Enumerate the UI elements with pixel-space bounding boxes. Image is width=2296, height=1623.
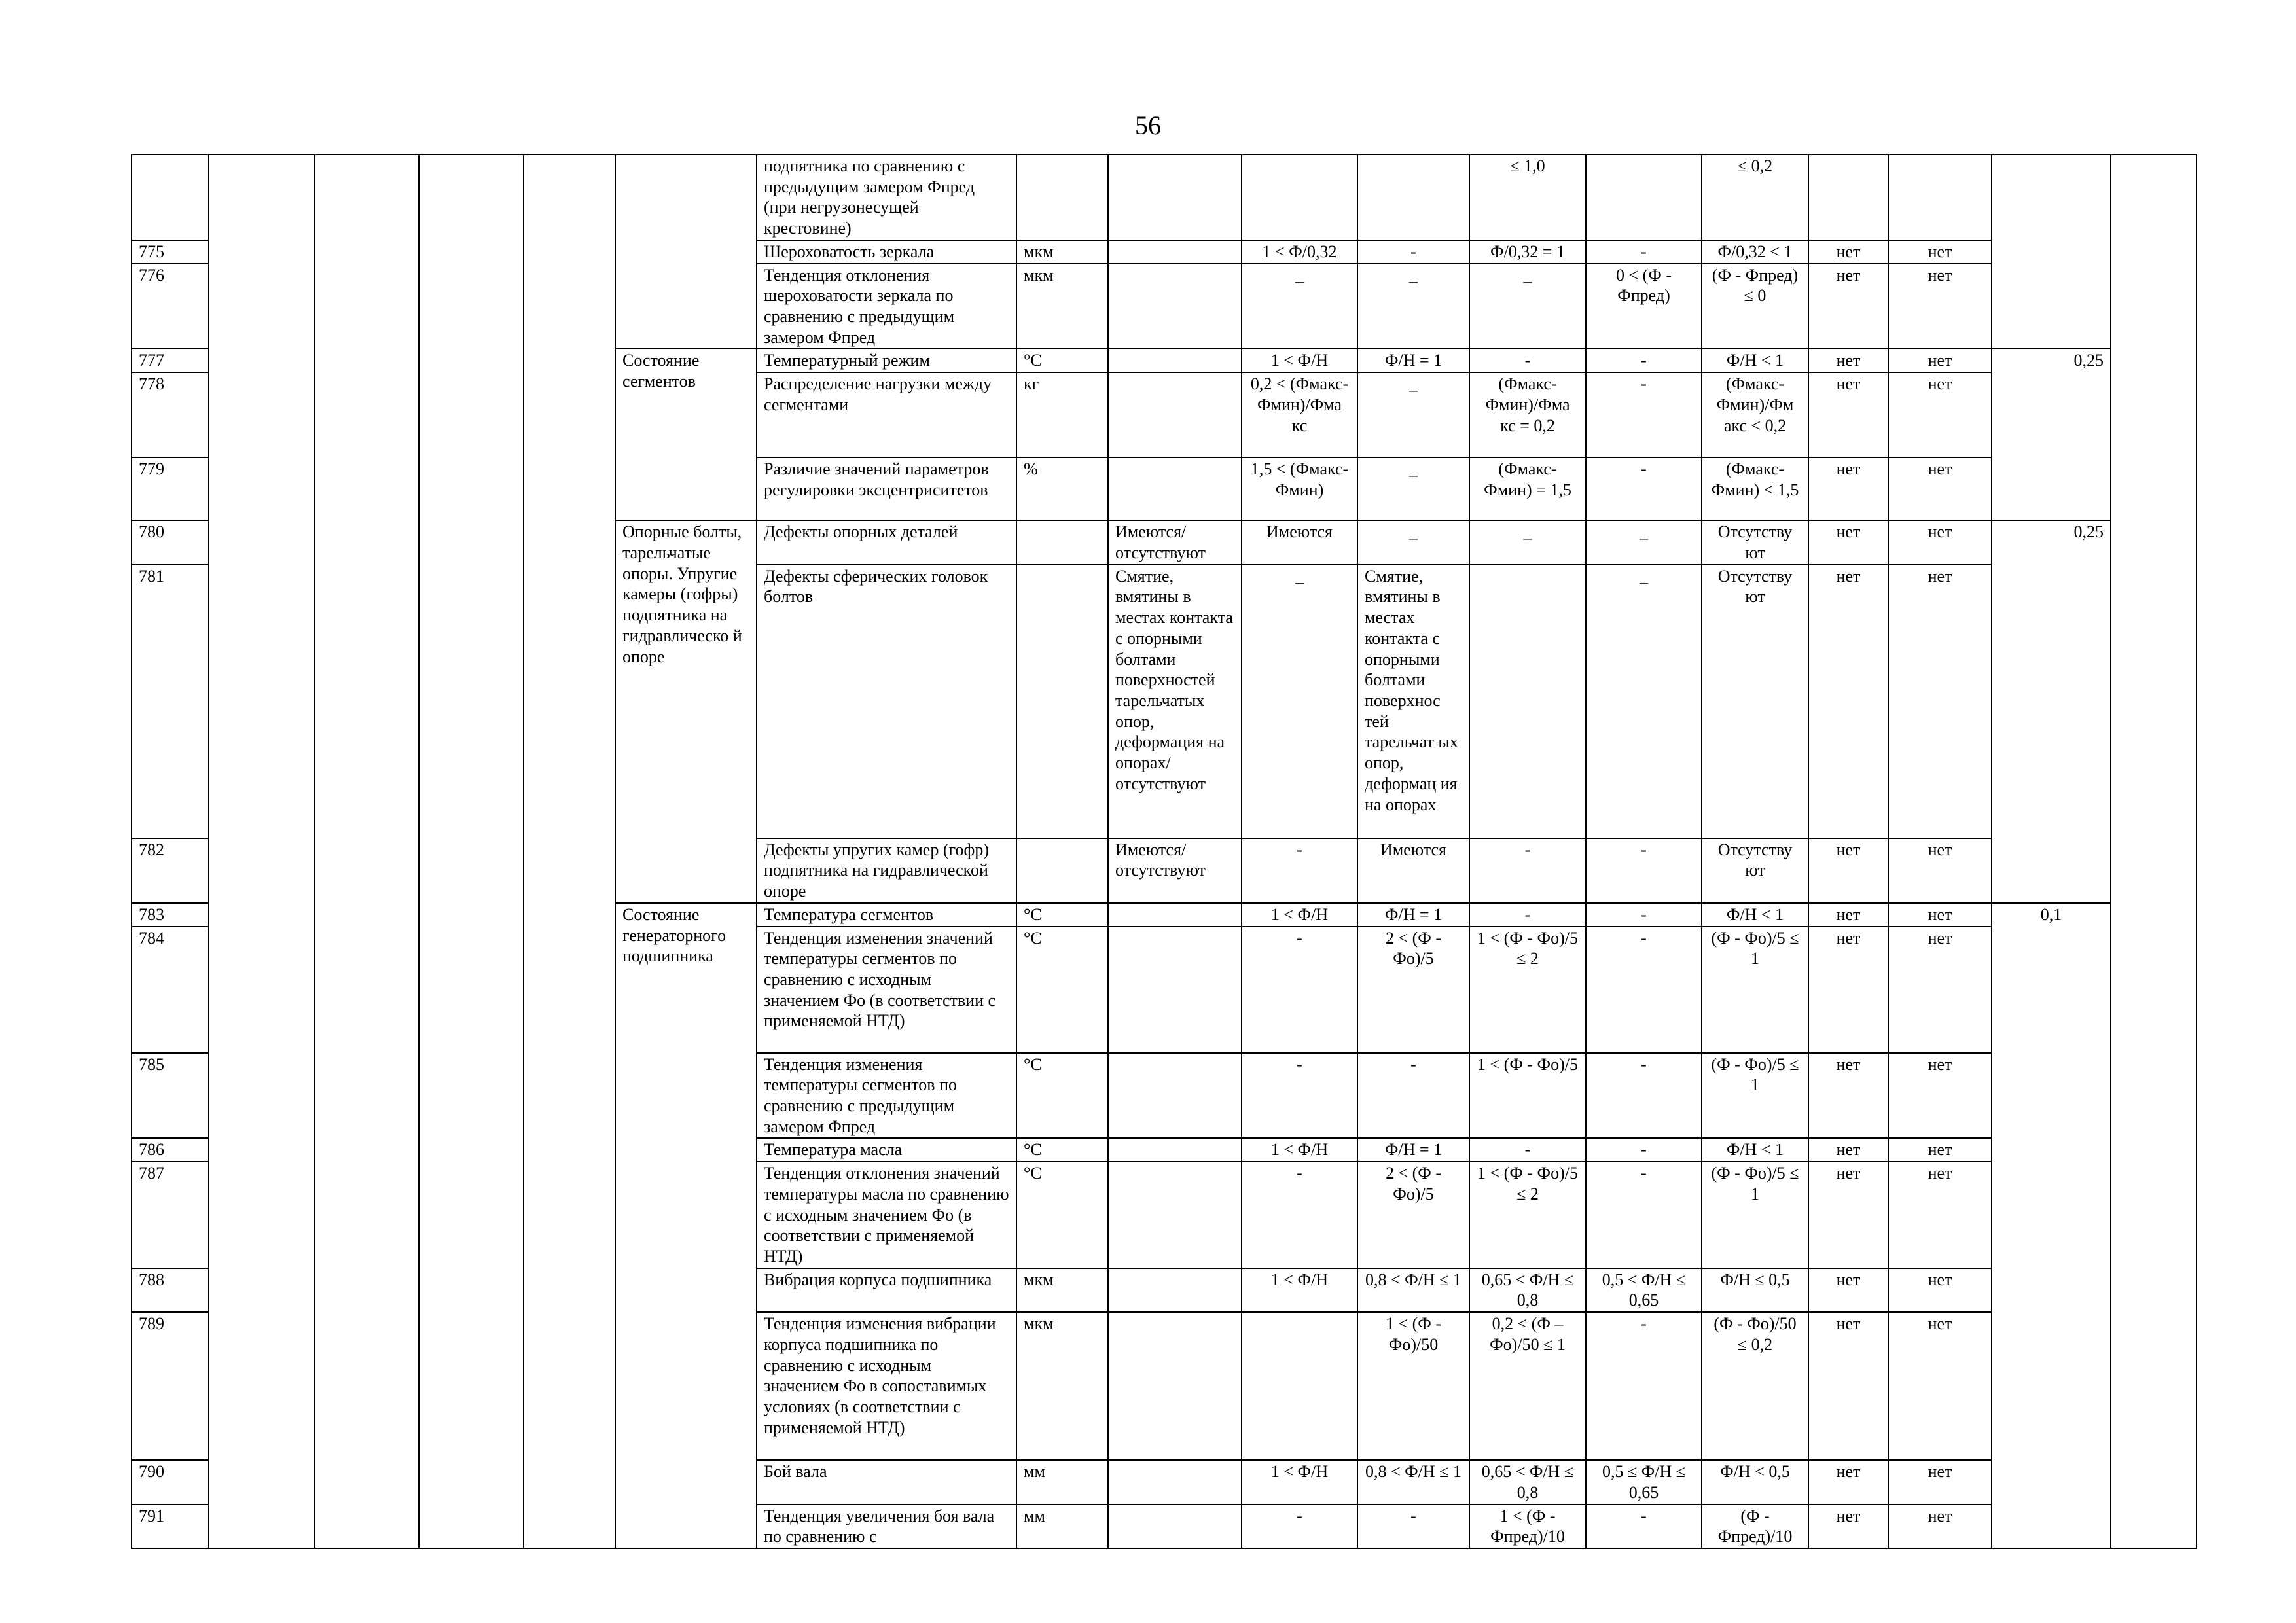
row-number: 788 [132, 1268, 209, 1312]
value-c1 [1108, 240, 1242, 264]
parameter-name: Тенденция изменения температуры сегментов по сравнению с предыдущим замером Фпред [757, 1053, 1016, 1139]
value-c8: нет [1888, 372, 1992, 457]
value-c1 [1108, 1268, 1242, 1312]
weight-supports: 0,25 [1992, 520, 2111, 903]
value-c4: - [1469, 903, 1586, 927]
value-c2: 1 < Ф/Н [1242, 903, 1357, 927]
value-c8: нет [1888, 1162, 1992, 1268]
row-number: 780 [132, 520, 209, 564]
value-c7: нет [1808, 457, 1888, 520]
value-c4: ≤ 1,0 [1469, 154, 1586, 240]
value-c3: 1 < (Ф - Фо)/50 [1357, 1312, 1469, 1460]
value-c6: Ф/Н < 1 [1702, 349, 1808, 372]
page-number: 56 [1135, 111, 1161, 140]
value-c8: нет [1888, 1312, 1992, 1460]
value-c3: _ [1357, 457, 1469, 520]
value-c5: - [1586, 1162, 1702, 1268]
value-c7: нет [1808, 1268, 1888, 1312]
value-c7: нет [1808, 565, 1888, 838]
row-number: 784 [132, 927, 209, 1053]
value-c1 [1108, 903, 1242, 927]
value-c2: 0,2 < (Фмакс-Фмин)/Фма кс [1242, 372, 1357, 457]
value-c4: 1 < (Ф - Фо)/5 ≤ 2 [1469, 1162, 1586, 1268]
value-c5: 0,5 < Ф/Н ≤ 0,65 [1586, 1268, 1702, 1312]
value-c5: - [1586, 372, 1702, 457]
unit: °С [1016, 349, 1108, 372]
value-c7: нет [1808, 1162, 1888, 1268]
unit [1016, 565, 1108, 838]
value-c1 [1108, 1162, 1242, 1268]
value-c7: нет [1808, 1053, 1888, 1139]
value-c1 [1108, 457, 1242, 520]
value-c2: 1 < Ф/Н [1242, 1138, 1357, 1162]
row-number: 787 [132, 1162, 209, 1268]
value-c4: 1 < (Ф - Фо)/5 ≤ 2 [1469, 927, 1586, 1053]
value-c4: Ф/0,32 = 1 [1469, 240, 1586, 264]
value-c6: Ф/0,32 < 1 [1702, 240, 1808, 264]
value-c8: нет [1888, 1460, 1992, 1504]
row-number [132, 154, 209, 240]
value-c3: _ [1357, 372, 1469, 457]
value-c1 [1108, 1312, 1242, 1460]
value-c8: нет [1888, 264, 1992, 349]
value-c2: - [1242, 838, 1357, 903]
unit: °С [1016, 927, 1108, 1053]
blank-column-4 [524, 154, 615, 1548]
value-c6: Ф/Н < 1 [1702, 903, 1808, 927]
value-c6: (Ф - Фпред)/10 [1702, 1505, 1808, 1548]
value-c1: Имеются/ отсутствуют [1108, 838, 1242, 903]
value-c2: - [1242, 1053, 1357, 1139]
parameter-name: Температура сегментов [757, 903, 1016, 927]
parameters-table [131, 154, 2197, 1549]
value-c1: Имеются/ отсутствуют [1108, 520, 1242, 564]
value-c4: 1 < (Ф - Фо)/5 [1469, 1053, 1586, 1139]
parameter-name: Различие значений параметров регулировки эксцентриситетов [757, 457, 1016, 520]
value-c8: нет [1888, 838, 1992, 903]
group-supports: Опорные болты, тарельчатые опоры. Упругие камеры (гофры) подпятника на гидравлическо й опоре [615, 520, 757, 903]
value-c4: _ [1469, 520, 1586, 564]
value-c5: - [1586, 903, 1702, 927]
value-c8: нет [1888, 457, 1992, 520]
value-c4: 1 < (Ф - Фпред)/10 [1469, 1505, 1586, 1548]
parameter-name: Дефекты сферических головок болтов [757, 565, 1016, 838]
value-c2: - [1242, 1505, 1357, 1548]
value-c5: _ [1586, 565, 1702, 838]
value-c6: Ф/Н < 0,5 [1702, 1460, 1808, 1504]
parameter-name: Распределение нагрузки между сегментами [757, 372, 1016, 457]
value-c3: _ [1357, 520, 1469, 564]
value-c1 [1108, 372, 1242, 457]
row-number: 776 [132, 264, 209, 349]
parameter-name: Температура масла [757, 1138, 1016, 1162]
value-c8: нет [1888, 1268, 1992, 1312]
group-segments: Состояние сегментов [615, 349, 757, 520]
value-c5: - [1586, 457, 1702, 520]
unit: °С [1016, 1138, 1108, 1162]
unit: % [1016, 457, 1108, 520]
value-c6: (Ф - Фо)/50 ≤ 0,2 [1702, 1312, 1808, 1460]
value-c8: нет [1888, 1053, 1992, 1139]
row-number: 775 [132, 240, 209, 264]
value-c3: Смятие, вмятины в местах контакта с опорными болтами поверхнос тей тарельчат ых опор, деформац ия на опорах [1357, 565, 1469, 838]
value-c4 [1469, 565, 1586, 838]
value-c1 [1108, 1138, 1242, 1162]
value-c6: (Ф - Фо)/5 ≤ 1 [1702, 1053, 1808, 1139]
value-c8: нет [1888, 927, 1992, 1053]
value-c8 [1888, 154, 1992, 240]
unit: мкм [1016, 1268, 1108, 1312]
value-c7 [1808, 154, 1888, 240]
value-c2: - [1242, 1162, 1357, 1268]
value-c8: нет [1888, 903, 1992, 927]
value-c2: 1 < Ф/Н [1242, 1460, 1357, 1504]
parameter-name: Тенденция отклонения значений температуры масла по сравнению с исходным значением Фо (в соответствии с применяемой НТД) [757, 1162, 1016, 1268]
value-c1 [1108, 154, 1242, 240]
table-row [132, 154, 2197, 240]
value-c6: Ф/Н < 1 [1702, 1138, 1808, 1162]
value-c1: Смятие, вмятины в местах контакта с опорными болтами поверхностей тарельчатых опор, деформация на опорах/ отсутствуют [1108, 565, 1242, 838]
value-c6: (Фмакс-Фмин)/Фм акс < 0,2 [1702, 372, 1808, 457]
value-c2: - [1242, 927, 1357, 1053]
parameter-name: Вибрация корпуса подшипника [757, 1268, 1016, 1312]
value-c7: нет [1808, 240, 1888, 264]
row-number: 783 [132, 903, 209, 927]
value-c3: 2 < (Ф - Фо)/5 [1357, 1162, 1469, 1268]
blank-column-1 [209, 154, 315, 1548]
value-c8: нет [1888, 1138, 1992, 1162]
value-c1 [1108, 1460, 1242, 1504]
parameter-name: Бой вала [757, 1460, 1016, 1504]
row-number: 777 [132, 349, 209, 372]
value-c4: _ [1469, 264, 1586, 349]
value-c8: нет [1888, 520, 1992, 564]
value-c7: нет [1808, 1505, 1888, 1548]
row-number: 781 [132, 565, 209, 838]
value-c1 [1108, 1505, 1242, 1548]
value-c5: 0,5 ≤ Ф/Н ≤ 0,65 [1586, 1460, 1702, 1504]
blank-column-last [2111, 154, 2197, 1548]
value-c1 [1108, 349, 1242, 372]
row-number: 790 [132, 1460, 209, 1504]
weight-gen-bearing: 0,1 [1992, 903, 2111, 1548]
row-number: 785 [132, 1053, 209, 1139]
weight-segments: 0,25 [1992, 349, 2111, 520]
row-number: 779 [132, 457, 209, 520]
value-c8: нет [1888, 349, 1992, 372]
value-c7: нет [1808, 903, 1888, 927]
value-c5: - [1586, 1505, 1702, 1548]
parameter-name: Тенденция изменения вибрации корпуса подшипника по сравнению с исходным значением Фо в сопоставимых условиях (в соответствии с применяемой НТД) [757, 1312, 1016, 1460]
unit: °С [1016, 1053, 1108, 1139]
value-c7: нет [1808, 372, 1888, 457]
parameter-name: Тенденция изменения значений температуры сегментов по сравнению с исходным значением Фо (в соответствии с применяемой НТД) [757, 927, 1016, 1053]
value-c4: (Фмакс-Фмин) = 1,5 [1469, 457, 1586, 520]
value-c6: (Ф - Фпред) ≤ 0 [1702, 264, 1808, 349]
value-c3: Имеются [1357, 838, 1469, 903]
value-c5 [1586, 154, 1702, 240]
value-c2: 1 < Ф/0,32 [1242, 240, 1357, 264]
row-number: 791 [132, 1505, 209, 1548]
value-c3: Ф/Н = 1 [1357, 903, 1469, 927]
value-c8: нет [1888, 240, 1992, 264]
value-c6: Отсутству ют [1702, 838, 1808, 903]
value-c3: Ф/Н = 1 [1357, 349, 1469, 372]
value-c1 [1108, 1053, 1242, 1139]
value-c6: Отсутству ют [1702, 565, 1808, 838]
group-gen-bearing: Состояние генераторного подшипника [615, 903, 757, 1548]
value-c4: (Фмакс-Фмин)/Фма кс = 0,2 [1469, 372, 1586, 457]
row-number: 778 [132, 372, 209, 457]
value-c2: 1,5 < (Фмакс-Фмин) [1242, 457, 1357, 520]
group-cell-continued [615, 154, 757, 349]
value-c7: нет [1808, 1312, 1888, 1460]
unit: °С [1016, 1162, 1108, 1268]
value-c2: 1 < Ф/Н [1242, 1268, 1357, 1312]
value-c6: Ф/Н ≤ 0,5 [1702, 1268, 1808, 1312]
parameter-name: Температурный режим [757, 349, 1016, 372]
value-c3: 2 < (Ф - Фо)/5 [1357, 927, 1469, 1053]
value-c2: _ [1242, 565, 1357, 838]
value-c2: 1 < Ф/Н [1242, 349, 1357, 372]
value-c5: - [1586, 927, 1702, 1053]
value-c8: нет [1888, 1505, 1992, 1548]
value-c1 [1108, 264, 1242, 349]
value-c3: - [1357, 240, 1469, 264]
value-c4: - [1469, 349, 1586, 372]
unit: мм [1016, 1505, 1108, 1548]
value-c6: Отсутству ют [1702, 520, 1808, 564]
unit: мм [1016, 1460, 1108, 1504]
blank-column-3 [419, 154, 524, 1548]
value-c3: - [1357, 1053, 1469, 1139]
value-c4: 0,65 < Ф/Н ≤ 0,8 [1469, 1460, 1586, 1504]
unit [1016, 838, 1108, 903]
value-c7: нет [1808, 838, 1888, 903]
value-c3: 0,8 < Ф/Н ≤ 1 [1357, 1268, 1469, 1312]
weight-cell-continued [1992, 154, 2111, 349]
value-c7: нет [1808, 520, 1888, 564]
value-c4: - [1469, 838, 1586, 903]
value-c3: - [1357, 1505, 1469, 1548]
value-c1 [1108, 927, 1242, 1053]
value-c7: нет [1808, 349, 1888, 372]
value-c4: 0,2 < (Ф – Фо)/50 ≤ 1 [1469, 1312, 1586, 1460]
unit: мкм [1016, 264, 1108, 349]
value-c8: нет [1888, 565, 1992, 838]
value-c5: _ [1586, 520, 1702, 564]
row-number: 782 [132, 838, 209, 903]
value-c5: - [1586, 1138, 1702, 1162]
value-c7: нет [1808, 927, 1888, 1053]
parameter-name: Тенденция увеличения боя вала по сравнению с [757, 1505, 1016, 1548]
value-c5: - [1586, 1312, 1702, 1460]
parameter-name: Дефекты опорных деталей [757, 520, 1016, 564]
parameter-name: подпятника по сравнению с предыдущим замером Фпред (при негрузонесущей крестовине) [757, 154, 1016, 240]
value-c3: Ф/Н = 1 [1357, 1138, 1469, 1162]
unit [1016, 520, 1108, 564]
value-c7: нет [1808, 1460, 1888, 1504]
value-c5: - [1586, 349, 1702, 372]
value-c7: нет [1808, 264, 1888, 349]
value-c2 [1242, 154, 1357, 240]
value-c4: 0,65 < Ф/Н ≤ 0,8 [1469, 1268, 1586, 1312]
unit [1016, 154, 1108, 240]
value-c3: _ [1357, 264, 1469, 349]
value-c7: нет [1808, 1138, 1888, 1162]
value-c6: (Ф - Фо)/5 ≤ 1 [1702, 927, 1808, 1053]
value-c2: _ [1242, 264, 1357, 349]
value-c5: - [1586, 240, 1702, 264]
value-c6: (Фмакс-Фмин) < 1,5 [1702, 457, 1808, 520]
parameter-name: Тенденция отклонения шероховатости зеркала по сравнению с предыдущим замером Фпред [757, 264, 1016, 349]
unit: кг [1016, 372, 1108, 457]
unit: °С [1016, 903, 1108, 927]
value-c6: ≤ 0,2 [1702, 154, 1808, 240]
row-number: 789 [132, 1312, 209, 1460]
value-c2 [1242, 1312, 1357, 1460]
value-c3: 0,8 < Ф/Н ≤ 1 [1357, 1460, 1469, 1504]
value-c5: 0 < (Ф - Фпред) [1586, 264, 1702, 349]
parameter-name: Шероховатость зеркала [757, 240, 1016, 264]
parameter-name: Дефекты упругих камер (гофр) подпятника на гидравлической опоре [757, 838, 1016, 903]
unit: мкм [1016, 240, 1108, 264]
value-c5: - [1586, 1053, 1702, 1139]
value-c2: Имеются [1242, 520, 1357, 564]
value-c3 [1357, 154, 1469, 240]
value-c6: (Ф - Фо)/5 ≤ 1 [1702, 1162, 1808, 1268]
blank-column-2 [315, 154, 419, 1548]
row-number: 786 [132, 1138, 209, 1162]
value-c5: - [1586, 838, 1702, 903]
value-c4: - [1469, 1138, 1586, 1162]
unit: мкм [1016, 1312, 1108, 1460]
